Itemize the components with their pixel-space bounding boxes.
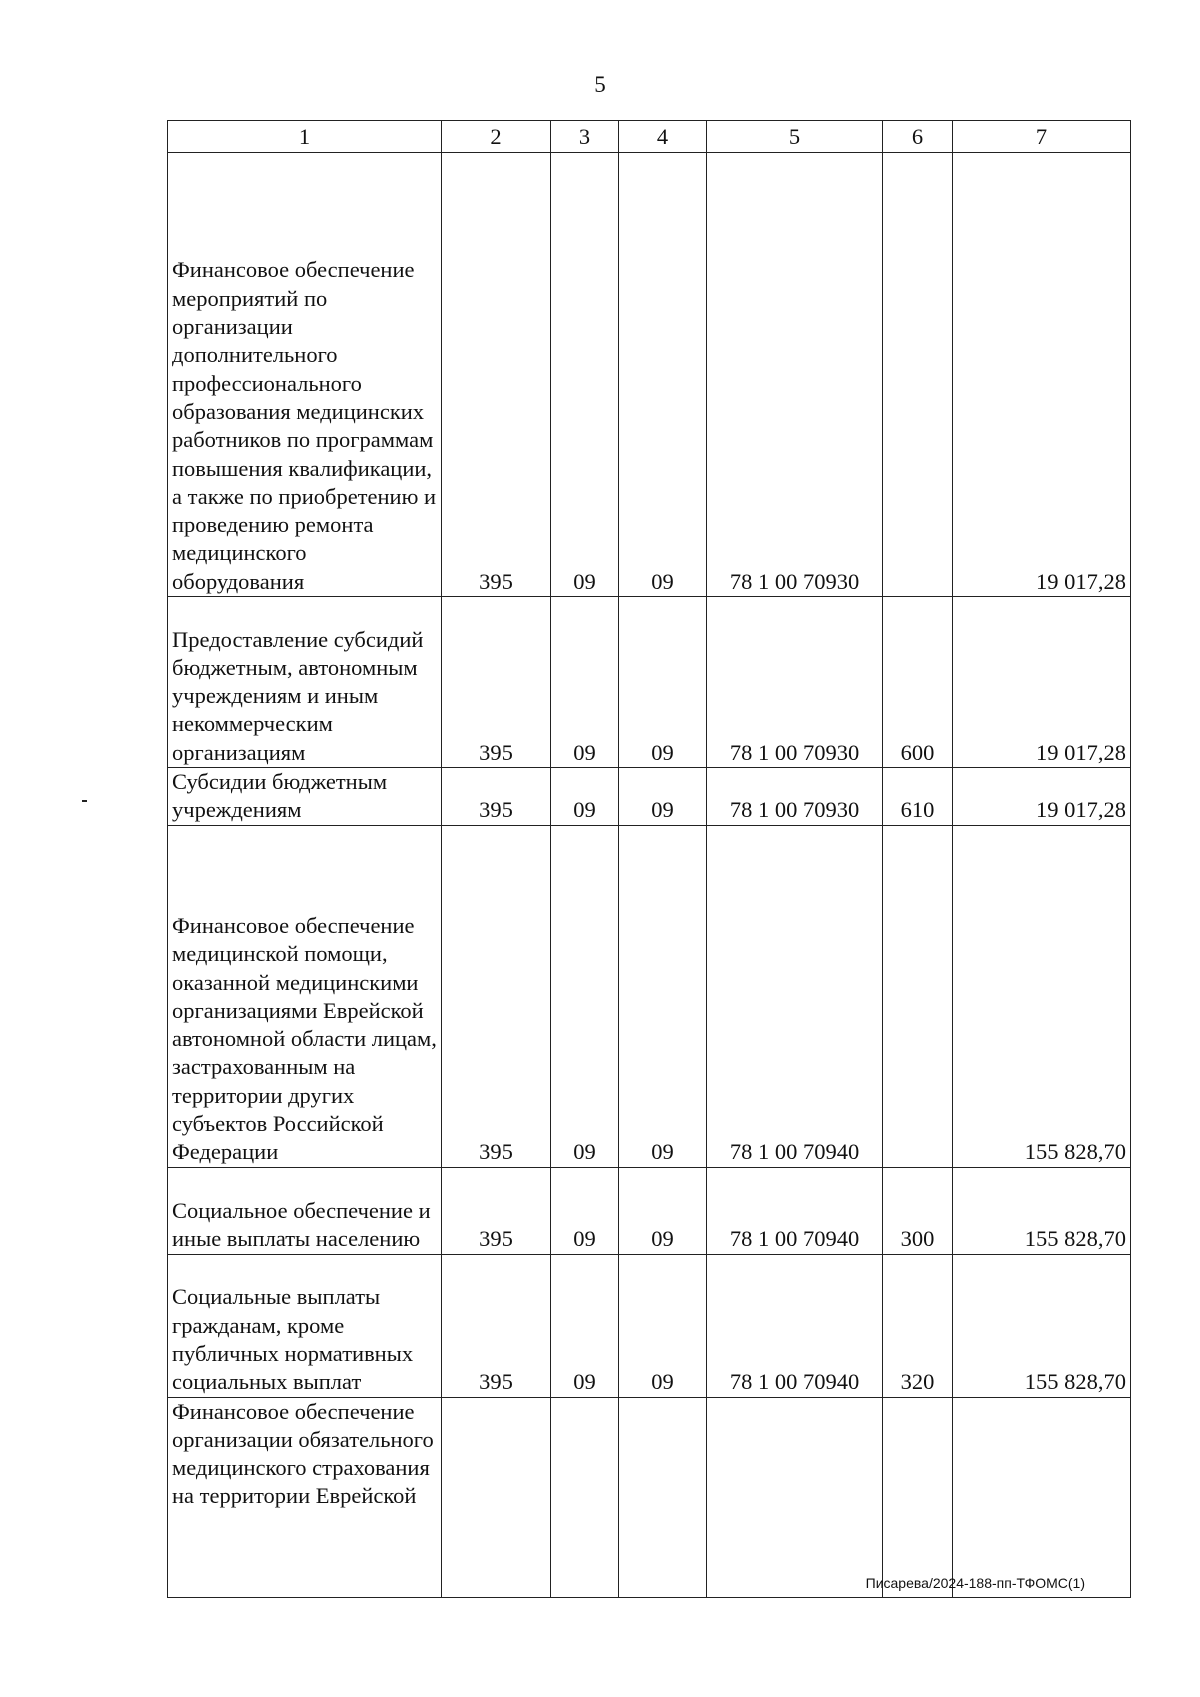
cell-col6 <box>883 1397 953 1597</box>
column-header: 2 <box>442 121 551 153</box>
column-header: 6 <box>883 121 953 153</box>
cell-col4: 09 <box>619 1254 707 1397</box>
cell-col2: 395 <box>442 768 551 826</box>
table-row <box>168 1254 1131 1397</box>
cell-col3: 09 <box>551 153 619 597</box>
cell-col7: 19 017,28 <box>953 153 1131 597</box>
column-header: 3 <box>551 121 619 153</box>
cell-col7 <box>953 1397 1131 1597</box>
cell-col3: 09 <box>551 1254 619 1397</box>
cell-col4: 09 <box>619 153 707 597</box>
cell-col4: 09 <box>619 1167 707 1254</box>
cell-col4: 09 <box>619 768 707 826</box>
budget-table <box>167 120 1131 1598</box>
cell-col4 <box>619 1397 707 1597</box>
row-description: Финансовое обеспечение мероприятий по организации дополнительного профессионального образования медицинских работников по программам повышения квалификации, а также по приобретению и проведению ремонта медицинского оборудования <box>168 153 442 597</box>
cell-col6: 320 <box>883 1254 953 1397</box>
cell-col7: 155 828,70 <box>953 1167 1131 1254</box>
cell-col4: 09 <box>619 597 707 768</box>
cell-col5: 78 1 00 70940 <box>707 1167 883 1254</box>
cell-col7: 155 828,70 <box>953 825 1131 1167</box>
table-row <box>168 825 1131 1167</box>
column-header: 4 <box>619 121 707 153</box>
cell-col6: 300 <box>883 1167 953 1254</box>
table-row <box>168 1397 1131 1597</box>
table-row <box>168 1167 1131 1254</box>
cell-col6 <box>883 153 953 597</box>
row-description: Финансовое обеспечение медицинской помощи, оказанной медицинскими организациями Еврейской автономной области лицам, застрахованным на территории других субъектов Российской Федерации <box>168 825 442 1167</box>
cell-col2 <box>442 1397 551 1597</box>
cell-col3: 09 <box>551 825 619 1167</box>
cell-col3: 09 <box>551 597 619 768</box>
cell-col5: 78 1 00 70930 <box>707 597 883 768</box>
row-description: Финансовое обеспечение организации обязательного медицинского страхования на территории Еврейской <box>168 1397 442 1597</box>
cell-col5: 78 1 00 70940 <box>707 825 883 1167</box>
page-number: 5 <box>594 72 606 97</box>
cell-col5 <box>707 1397 883 1597</box>
cell-col6: 610 <box>883 768 953 826</box>
cell-col7: 19 017,28 <box>953 597 1131 768</box>
row-description: Предоставление субсидий бюджетным, автономным учреждениям и иным некоммерческим организациям <box>168 597 442 768</box>
table-row <box>168 153 1131 597</box>
row-description: Субсидии бюджетным учреждениям <box>168 768 442 826</box>
column-header: 7 <box>953 121 1131 153</box>
scan-artifact-mark <box>82 800 87 802</box>
cell-col2: 395 <box>442 1167 551 1254</box>
cell-col3: 09 <box>551 768 619 826</box>
table-header-row <box>168 121 1131 153</box>
cell-col2: 395 <box>442 825 551 1167</box>
cell-col5: 78 1 00 70940 <box>707 1254 883 1397</box>
table-row <box>168 768 1131 826</box>
cell-col4: 09 <box>619 825 707 1167</box>
table-row <box>168 597 1131 768</box>
cell-col5: 78 1 00 70930 <box>707 768 883 826</box>
document-reference: Писарева/2024-188-пп-ТФОМС(1) <box>865 1575 1085 1591</box>
cell-col2: 395 <box>442 153 551 597</box>
cell-col6: 600 <box>883 597 953 768</box>
cell-col6 <box>883 825 953 1167</box>
column-header: 1 <box>168 121 442 153</box>
cell-col7: 155 828,70 <box>953 1254 1131 1397</box>
cell-col2: 395 <box>442 597 551 768</box>
row-description: Социальные выплаты гражданам, кроме публичных нормативных социальных выплат <box>168 1254 442 1397</box>
cell-col7: 19 017,28 <box>953 768 1131 826</box>
cell-col5: 78 1 00 70930 <box>707 153 883 597</box>
row-description: Социальное обеспечение и иные выплаты населению <box>168 1167 442 1254</box>
cell-col3 <box>551 1397 619 1597</box>
cell-col3: 09 <box>551 1167 619 1254</box>
column-header: 5 <box>707 121 883 153</box>
cell-col2: 395 <box>442 1254 551 1397</box>
